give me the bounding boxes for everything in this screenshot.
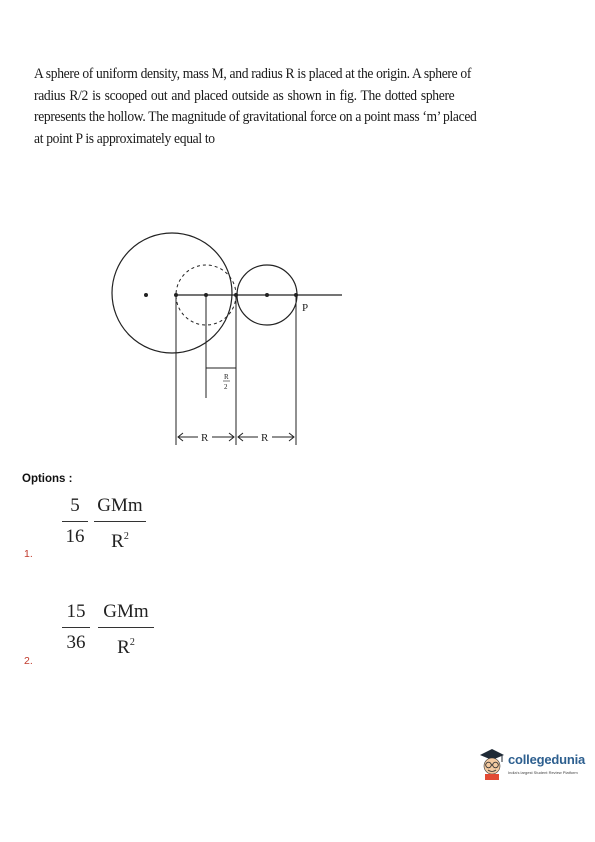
mascot-icon — [478, 746, 506, 780]
brand-tagline: India's largest Student Review Platform — [508, 770, 578, 775]
options-heading: Options : — [22, 473, 73, 485]
point-dot-4 — [265, 293, 269, 297]
question-line-2: radius R/2 is scooped out and placed outside as shown in fig. The dotted sphere — [34, 87, 455, 104]
option-2-expression: GMm $R^2$ — [98, 598, 154, 662]
r-left-label: R — [201, 432, 209, 444]
collegedunia-logo[interactable] — [478, 746, 588, 782]
option-1-formula[interactable] — [62, 492, 172, 552]
option-2-number: 2. — [24, 655, 33, 667]
question-text — [34, 64, 477, 150]
question-line-3: represents the hollow. The magnitude of gravitational force on a point mass ‘m’ placed — [34, 109, 477, 125]
r-half-label-den: 2 — [224, 383, 228, 391]
large-sphere — [112, 233, 232, 353]
question-line-4: at point P is approximately equal to — [34, 130, 215, 147]
dimension-left — [178, 432, 234, 444]
dimension-right — [238, 432, 294, 444]
r-right-label: R — [261, 432, 269, 444]
brand-name: collegedunia — [508, 752, 586, 767]
option-1-expression: GMm $R^2$ — [94, 492, 146, 556]
point-p-label: P — [302, 302, 309, 314]
question-line-1: A sphere of uniform density, mass M, and radius R is placed at the origin. A sphere of — [34, 66, 472, 82]
r-half-label-num: R — [224, 373, 229, 381]
option-2-formula[interactable] — [62, 598, 172, 658]
origin-dot — [144, 293, 148, 297]
option-1-number: 1. — [24, 548, 33, 560]
option-2-coefficient: 15 36 — [62, 598, 90, 657]
option-1-coefficient: 5 16 — [62, 492, 88, 551]
sphere-diagram — [100, 183, 350, 453]
